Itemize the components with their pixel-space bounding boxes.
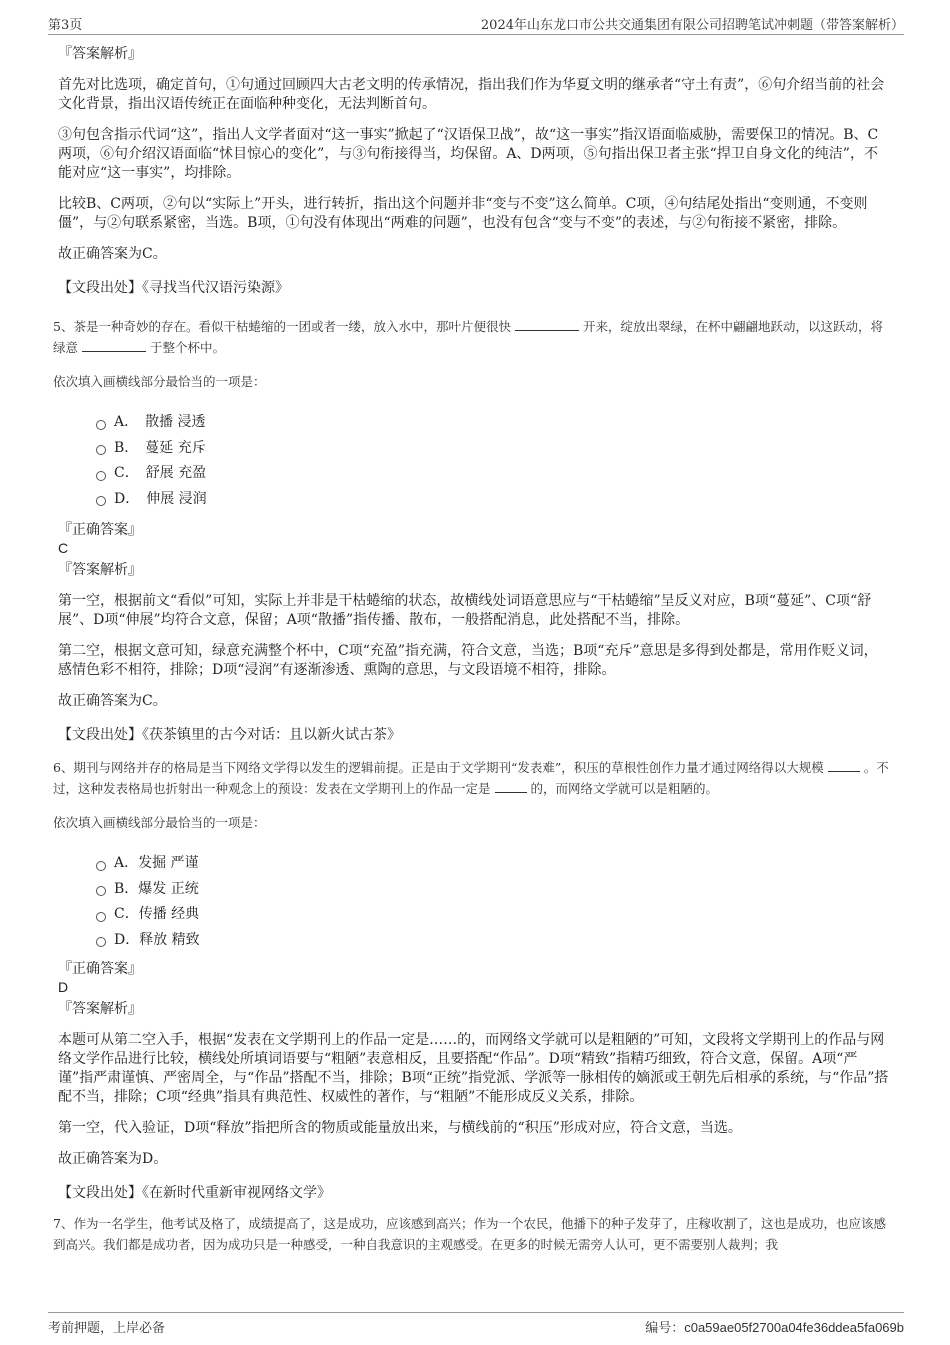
page-header <box>48 12 904 35</box>
question-text: 7、作为一名学生，他考试及格了，成绩提高了，这是成功，应该感到高兴；作为一个农民，他播下的种子发芽了，庄稼收割了，这也是成功，也应该感到高兴。我们都是成功者，因为成功只是一种感受，一种自我意识的主观感受。在更多的时候无需旁人认可，更不需要别人裁判；我 <box>53 1216 886 1252</box>
question-text-part: 6、期刊与网络并存的格局是当下网络文学得以发生的逻辑前提。正是由于文学期刊“发表难”，积压的草根性创作力量才通过网络得以大规模 <box>53 760 824 775</box>
analysis-paragraph: 本题可从第二空入手，根据“发表在文学期刊上的作品一定是……的，而网络文学就可以是粗陋的”可知，文段将文学期刊上的作品与网络文学作品进行比较，横线处所填词语要与“粗陋”表意相反，且要搭配“作品”。D项“精致”指精巧细致，符合文意，保留。A项“严谨”指严肃谨慎、严密周全，与“作品”搭配不当，排除；B项“正统”指党派、学派等一脉相传的嫡派或王朝先后相承的系统，与“作品”搭配不当，排除；C项“经典”指具有典范性、权威性的著作，与“粗陋”不能形成反义关系，排除。 <box>58 1032 889 1105</box>
document-code-value: c0a59ae05f2700a04fe36ddea5fa069b <box>684 1320 904 1335</box>
analysis-label: 『答案解析』 <box>58 1001 142 1017</box>
option-a[interactable] <box>96 851 890 877</box>
analysis-conclusion: 故正确答案为D。 <box>58 1151 168 1167</box>
analysis-paragraph: 第一空，根据前文“看似”可知，实际上并非是干枯蜷缩的状态，故横线处词语意思应与“干枯蜷缩”呈反义对应，B项“蔓延”、C项“舒展”、D项“伸展”均符合文意，保留；A项“散播”指传播、散布，一般搭配消息，此处搭配不当，排除。 <box>58 593 872 628</box>
source-citation: 【文段出处】《寻找当代汉语污染源》 <box>58 280 289 296</box>
footer-slogan: 考前押题，上岸必备 <box>48 1321 166 1336</box>
fill-blank <box>82 339 146 352</box>
document-code <box>645 1317 904 1336</box>
analysis-paragraph: 第一空，代入验证，D项“释放”指把所含的物质或能量放出来，与横线前的“积压”形成对应，符合文意，当选。 <box>58 1120 742 1136</box>
question-5 <box>53 316 890 745</box>
option-d[interactable] <box>96 487 890 513</box>
option-c[interactable] <box>96 461 890 487</box>
radio-icon[interactable] <box>96 886 106 896</box>
analysis-paragraph: ③句包含指示代词“这”，指出人文学者面对“这一事实”掀起了“汉语保卫战”，故“这一事实”指汉语面临威胁，需要保卫的情况。B、C两项，⑥句介绍汉语面临“怵目惊心的变化”，与③句衔接得当，均保留。A、D两项，⑤句指出保卫者主张“捍卫自身文化的纯洁”，不能对应“这一事实”，均排除。 <box>58 127 879 181</box>
option-b[interactable] <box>96 436 890 462</box>
option-list <box>96 851 890 953</box>
radio-icon[interactable] <box>96 861 106 871</box>
question-7 <box>53 1213 890 1255</box>
page-footer <box>48 1312 904 1335</box>
fill-blank <box>495 780 527 793</box>
option-c[interactable] <box>96 902 890 928</box>
question-text <box>53 316 890 358</box>
question-text-part: 的，而网络文学就可以是粗陋的。 <box>530 781 718 796</box>
question-4-analysis <box>58 44 890 298</box>
analysis-label: 『答案解析』 <box>58 46 142 62</box>
option-label: C． 舒展 充盈 <box>114 465 207 481</box>
option-label: B．爆发 正统 <box>114 880 199 897</box>
option-label: A． 散播 浸透 <box>114 414 206 430</box>
option-label: D． 伸展 浸润 <box>114 490 207 507</box>
page-number: 第3页 <box>48 18 83 33</box>
option-b[interactable] <box>96 877 890 903</box>
source-citation: 【文段出处】《茯茶镇里的古今对话：且以新火试古茶》 <box>58 727 401 743</box>
question-text <box>53 757 890 799</box>
document-body <box>53 44 890 1255</box>
radio-icon[interactable] <box>96 496 106 506</box>
option-a[interactable] <box>96 410 890 436</box>
analysis-label: 『答案解析』 <box>58 562 142 578</box>
question-instruction: 依次填入画横线部分最恰当的一项是： <box>53 374 266 389</box>
question-6 <box>53 757 890 1203</box>
analysis-conclusion: 故正确答案为C。 <box>58 693 167 709</box>
option-list <box>96 410 890 512</box>
analysis-paragraph: 第二空，根据文意可知，绿意充满整个杯中，C项“充盈”指充满，符合文意，当选；B项“充斥”意思是多得到处都是，常用作贬义词，感情色彩不相符，排除；D项“浸润”有逐渐渗透、熏陶的意思，与文段语境不相符，排除。 <box>58 643 878 678</box>
document-code-label: 编号： <box>645 1321 685 1336</box>
option-label: C．传播 经典 <box>114 906 200 922</box>
correct-answer-label: 『正确答案』 <box>58 522 142 538</box>
radio-icon[interactable] <box>96 912 106 922</box>
radio-icon[interactable] <box>96 420 106 430</box>
radio-icon[interactable] <box>96 937 106 947</box>
analysis-paragraph: 比较B、C两项，②句以“实际上”开头，进行转折，指出这个问题并非“变与不变”这么简单。C项，④句结尾处指出“变则通，不变则僵”，与②句联系紧密，当选。B项，①句没有体现出“两难的问题”，也没有包含“变与不变”的表述，与②句衔接不紧密，排除。 <box>58 196 868 231</box>
fill-blank <box>828 759 860 772</box>
correct-answer: C <box>58 540 69 556</box>
analysis-conclusion: 故正确答案为C。 <box>58 246 167 262</box>
question-text-part: 开来，绽放出翠绿，在杯中翩翩地跃动，以这跃动，将绿意 <box>53 319 883 355</box>
correct-answer: D <box>58 979 69 995</box>
question-text-part: 。不过，这种发表格局也折射出一种观念上的预设：发表在文学期刊上的作品一定是 <box>53 760 889 796</box>
radio-icon[interactable] <box>96 471 106 481</box>
analysis-paragraph: 首先对比选项，确定首句，①句通过回顾四大古老文明的传承情况，指出我们作为华夏文明的继承者“守土有责”，⑥句介绍当前的社会文化背景，指出汉语传统正在面临种种变化，无法判断首句。 <box>58 77 885 112</box>
option-d[interactable] <box>96 928 890 954</box>
option-label: B． 蔓延 充斥 <box>114 439 206 456</box>
question-text-part: 5、茶是一种奇妙的存在。看似干枯蜷缩的一团或者一缕，放入水中，那叶片便很快 <box>53 319 511 334</box>
option-label: D．释放 精致 <box>114 931 200 948</box>
question-text-part: 于整个杯中。 <box>149 340 225 355</box>
document-title: 2024年山东龙口市公共交通集团有限公司招聘笔试冲刺题（带答案解析） <box>480 18 904 33</box>
fill-blank <box>515 318 579 331</box>
radio-icon[interactable] <box>96 445 106 455</box>
question-instruction: 依次填入画横线部分最恰当的一项是： <box>53 815 266 830</box>
option-label: A．发掘 严谨 <box>114 855 199 871</box>
source-citation: 【文段出处】《在新时代重新审视网络文学》 <box>58 1185 331 1201</box>
correct-answer-label: 『正确答案』 <box>58 961 142 977</box>
